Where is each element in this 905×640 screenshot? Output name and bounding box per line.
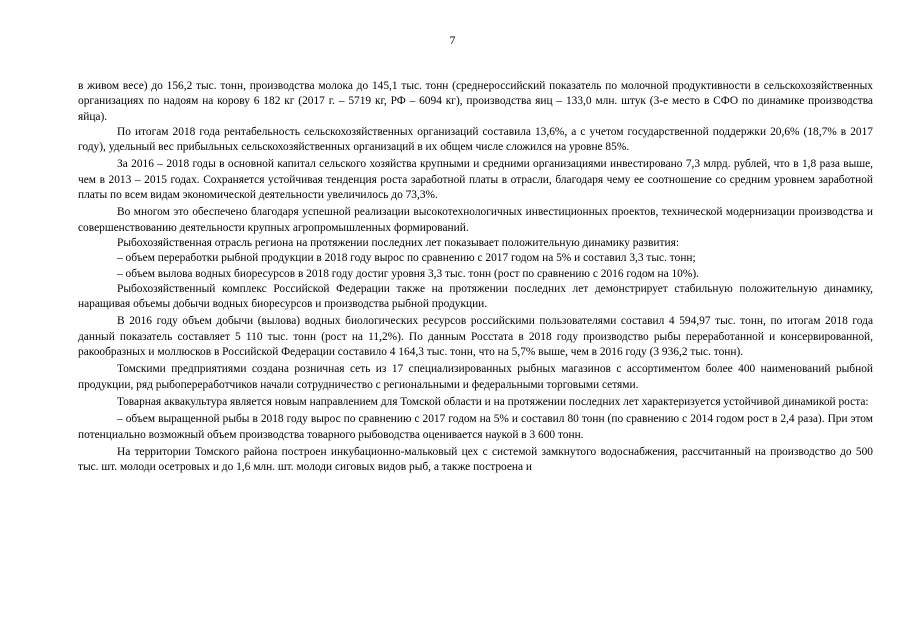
paragraph-aquaculture: Товарная аквакультура является новым направлением для Томской области и на протяжении последних лет характеризуется устойчивой динамикой роста: bbox=[117, 395, 869, 408]
page-number: 7 bbox=[449, 33, 456, 47]
paragraph-retail-network: Томскими предприятиями создана розничная сеть из 17 специализированных рыбных магазинов с ассортиментом более 400 наименований рыбной продукции, ряд рыбопереработчиков начали сотрудничество с региональными и федеральными торговыми сетями. bbox=[78, 363, 873, 391]
paragraph-livestock-output: в живом весе) до 156,2 тыс. тонн, производства молока до 145,1 тыс. тонн (среднероссийский показатель по молочной продуктивности в сельскохозяйственных организациях по надоям на корову 6 182 кг (2017 г. – 5719 кг, РФ – 6094 кг), производства яиц – 133,0 млн. штук (3-е место в СФО по динамике производства яйца). bbox=[78, 80, 873, 123]
list-item-fish-farming: – объем выращенной рыбы в 2018 году вырос по сравнению с 2017 годом на 5% и составил 80 тонн (по сравнению с 2014 годом рост в 2,4 раза). При этом потенциально возможный объем производства товарного рыбоводства оценивается наукой в 3 600 тонн. bbox=[78, 413, 873, 441]
document-body bbox=[78, 79, 873, 475]
paragraph-hatchery: На территории Томского района построен инкубационно-мальковый цех с системой замкнутого водоснабжения, рассчитанный на производство до 500 тыс. шт. молоди осетровых и до 1,6 млн. шт. молоди сиговых видов рыб, а также построена и bbox=[78, 445, 873, 474]
paragraph-investment: За 2016 – 2018 годы в основной капитал сельского хозяйства крупными и средними организациями инвестировано 7,3 млрд. рублей, что в 1,8 раза выше, чем в 2013 – 2015 годах. Сохраняется устойчивая тенденция роста заработной платы в отрасли, благодаря чему ее соотношение со средним уровнем заработной платы по всем видам экономической деятельности увеличилось до 73,3%. bbox=[78, 158, 873, 202]
paragraph-russian-fishery: Рыбохозяйственный комплекс Российской Федерации также на протяжении последних лет демонстрирует стабильную положительную динамику, наращивая объемы добычи водных биоресурсов и производства рыбной продукции. bbox=[78, 282, 873, 311]
paragraph-fishery-intro: Рыбохозяйственная отрасль региона на протяжении последних лет показывает положительную динамику развития: bbox=[117, 236, 680, 249]
list-item-fish-processing: – объем переработки рыбной продукции в 2018 году вырос по сравнению с 2017 годом на 5% и составил 3,3 тыс. тонн; bbox=[117, 252, 696, 265]
list-item-fish-catch: – объем вылова водных биоресурсов в 2018 году достиг уровня 3,3 тыс. тонн (рост по сравнению с 2016 годом на 10%). bbox=[117, 267, 699, 280]
paragraph-catch-statistics: В 2016 году объем добычи (вылова) водных биологических ресурсов российскими пользователями составил 4 594,97 тыс. тонн, по итогам 2018 года данный показатель составляет 5 110 тыс. тонн (рост на 11,2%). По данным Росстата в 2018 году производство рыбы переработанной и консервированной, ракообразных и моллюсков в Российской Федерации составило 4 164,3 тыс. тонн, что на 5,7% выше, чем в 2016 году (3 936,2 тыс. тонн). bbox=[78, 315, 873, 359]
paragraph-profitability: По итогам 2018 года рентабельность сельскохозяйственных организаций составила 13,6%, а с учетом государственной поддержки 20,6% (18,7% в 2017 году), удельный вес прибыльных сельскохозяйственных организаций в их общем числе сложился на уровне 85%. bbox=[78, 125, 873, 154]
paragraph-modernization: Во многом это обеспечено благодаря успешной реализации высокотехнологичных инвестиционных проектов, технической модернизации производства и совершенствованию деятельности крупных агропромышленных формирований. bbox=[78, 206, 873, 234]
